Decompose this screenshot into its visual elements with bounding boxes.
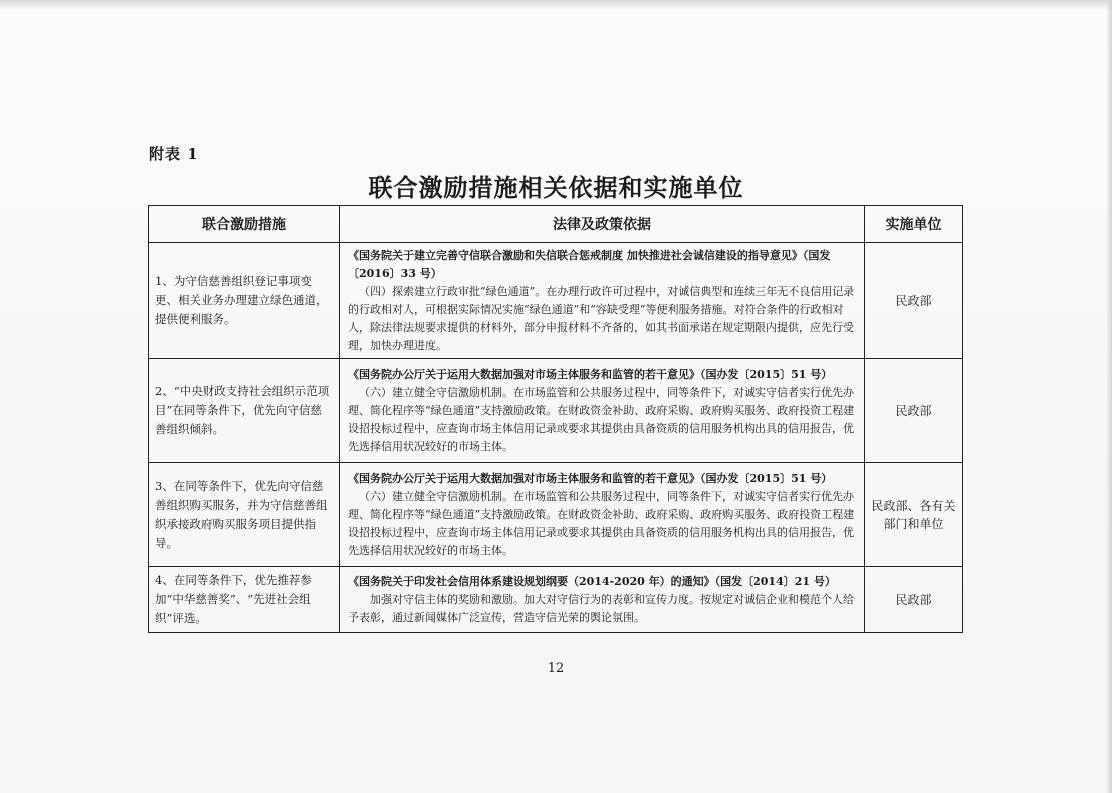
table-row [149,463,963,567]
header-implementing-unit: 实施单位 [865,206,963,243]
policy-text: （六）建立健全守信激励机制。在市场监管和公共服务过程中，同等条件下，对诚实守信者实行优先办理、简化程序等“绿色通道”支持激励政策。在财政资金补助、政府采购、政府购买服务、政府投资工程建设招投标过程中，应查询市场主体信用记录或要求其提供由具备资质的信用服务机构出具的信用报告，优先选择信用状况较好的市场主体。 [348,489,855,557]
policy-document-reference: 《国务院办公厅关于运用大数据加强对市场主体服务和监管的若干意见》（国办发〔2015〕51 号） [348,367,833,381]
scan-shadow-top [0,0,1112,10]
measure-cell: 4、在同等条件下，优先推荐参加“中华慈善奖”、“先进社会组织”评选。 [149,567,340,633]
table-row [149,243,963,359]
unit-cell: 民政部 [865,567,963,633]
basis-cell [340,567,865,633]
table-header-row [149,206,963,243]
policy-document-reference: 《国务院关于印发社会信用体系建设规划纲要（2014-2020 年）的通知》（国发〔2014〕21 号） [348,574,836,588]
policy-text: （六）建立健全守信激励机制。在市场监管和公共服务过程中，同等条件下，对诚实守信者实行优先办理、简化程序等“绿色通道”支持激励政策。在财政资金补助、政府采购、政府购买服务、政府投资工程建设招投标过程中，应查询市场主体信用记录或要求其提供由具备资质的信用服务机构出具的信用报告，优先选择信用状况较好的市场主体。 [348,385,855,453]
unit-cell: 民政部、各有关部门和单位 [865,463,963,567]
measure-cell: 3、在同等条件下，优先向守信慈善组织购买服务，并为守信慈善组织承接政府购买服务项目提供指导。 [149,463,340,567]
basis-cell [340,243,865,359]
basis-cell [340,463,865,567]
measure-cell: 2、“中央财政支持社会组织示范项目”在同等条件下，优先向守信慈善组织倾斜。 [149,359,340,463]
incentive-measures-table [148,205,963,633]
policy-document-reference: 《国务院办公厅关于运用大数据加强对市场主体服务和监管的若干意见》（国办发〔2015〕51 号） [348,471,833,485]
table-row [149,567,963,633]
policy-text: （四）探索建立行政审批“绿色通道”。在办理行政许可过程中，对诚信典型和连续三年无不良信用记录的行政相对人，可根据实际情况实施“绿色通道”和“容缺受理”等便利服务措施。对符合条件的行政相对人，除法律法规要求提供的材料外，部分申报材料不齐备的，如其书面承诺在规定期限内提供，应先行受理，加快办理进度。 [348,284,855,352]
policy-document-reference: 《国务院关于建立完善守信联合激励和失信联合惩戒制度 加快推进社会诚信建设的指导意见》（国发〔2016〕33 号） [348,248,831,280]
document-title: 联合激励措施相关依据和实施单位 [368,173,744,202]
header-legal-basis: 法律及政策依据 [340,206,865,243]
attachment-label: 附表 1 [149,145,199,163]
header-measures: 联合激励措施 [149,206,340,243]
measure-cell: 1、为守信慈善组织登记事项变更、相关业务办理建立绿色通道，提供便利服务。 [149,243,340,359]
basis-cell [340,359,865,463]
table-row [149,359,963,463]
unit-cell: 民政部 [865,359,963,463]
policy-text: 加强对守信主体的奖励和激励。加大对守信行为的表彰和宣传力度。按规定对诚信企业和模范个人给予表彰，通过新闻媒体广泛宣传，营造守信光荣的舆论氛围。 [348,592,854,624]
page-number: 12 [547,661,565,676]
unit-cell: 民政部 [865,243,963,359]
